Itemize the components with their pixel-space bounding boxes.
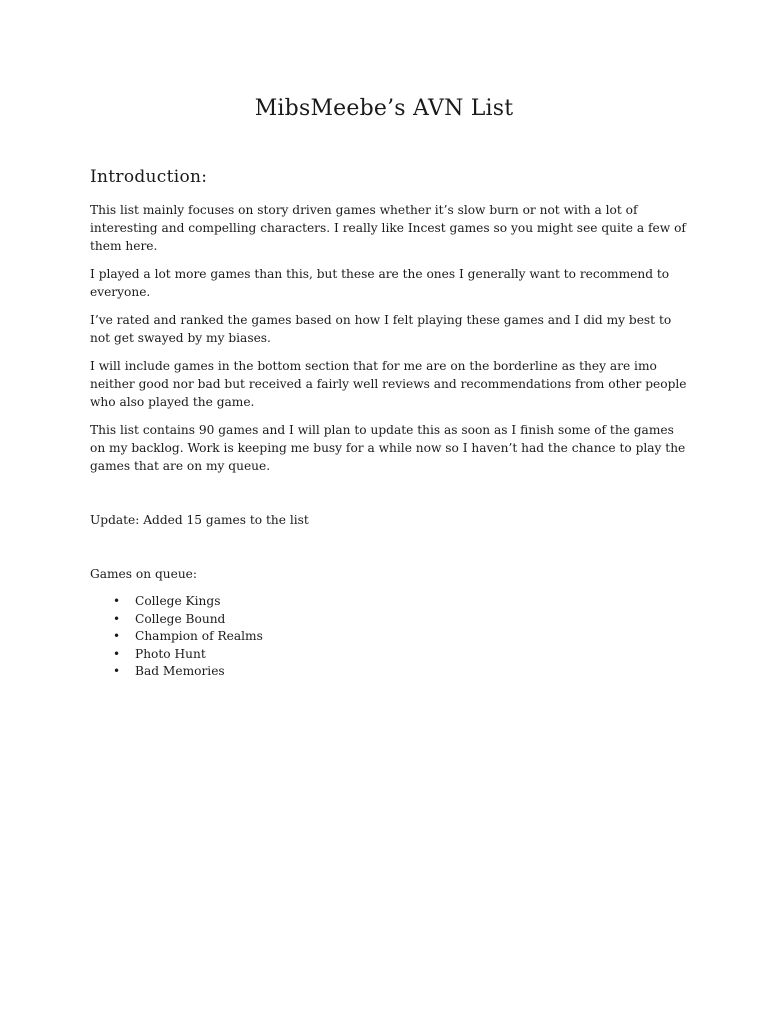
- document-body: [90, 165, 690, 681]
- intro-paragraph: I will include games in the bottom section that for me are on the borderline as they are imo neither good nor bad but received a fairly well reviews and recommendations from other people who also played the game.: [90, 359, 687, 409]
- queue-label: Games on queue:: [90, 567, 197, 581]
- queue-item-label: College Kings: [135, 594, 221, 608]
- update-note: Update: Added 15 games to the list: [90, 513, 309, 527]
- bullet-icon: •: [113, 611, 121, 626]
- queue-list-item: [113, 628, 690, 646]
- queue-item-label: Bad Memories: [135, 664, 225, 678]
- queue-item-label: Champion of Realms: [135, 629, 263, 643]
- queue-list-item: [113, 646, 690, 664]
- intro-paragraph: I’ve rated and ranked the games based on how I felt playing these games and I did my best to not get swayed by my biases.: [90, 313, 672, 345]
- bullet-icon: •: [113, 629, 121, 643]
- queue-list-item: [113, 611, 690, 629]
- queue-item-label: Photo Hunt: [135, 646, 206, 661]
- document-title: MibsMeebe’s AVN List: [254, 96, 514, 121]
- queue-list-item: [113, 663, 690, 681]
- bullet-icon: •: [113, 594, 121, 608]
- queue-item-label: College Bound: [135, 611, 226, 626]
- queue-list-item: [113, 593, 690, 611]
- queue-list: [90, 593, 690, 681]
- intro-paragraph: This list contains 90 games and I will plan to update this as soon as I finish some of the games on my backlog. Work is keeping me busy for a while now so I haven’t had the chance to play the games that are on my queue.: [90, 423, 686, 473]
- intro-paragraph: This list mainly focuses on story driven games whether it’s slow burn or not with a lot of interesting and compelling characters. I really like Incest games so you might see quite a few of them here.: [90, 203, 686, 253]
- intro-paragraph: I played a lot more games than this, but these are the ones I generally want to recommend to everyone.: [90, 267, 670, 299]
- introduction-heading: Introduction:: [90, 167, 208, 187]
- bullet-icon: •: [113, 664, 121, 678]
- bullet-icon: •: [113, 646, 121, 661]
